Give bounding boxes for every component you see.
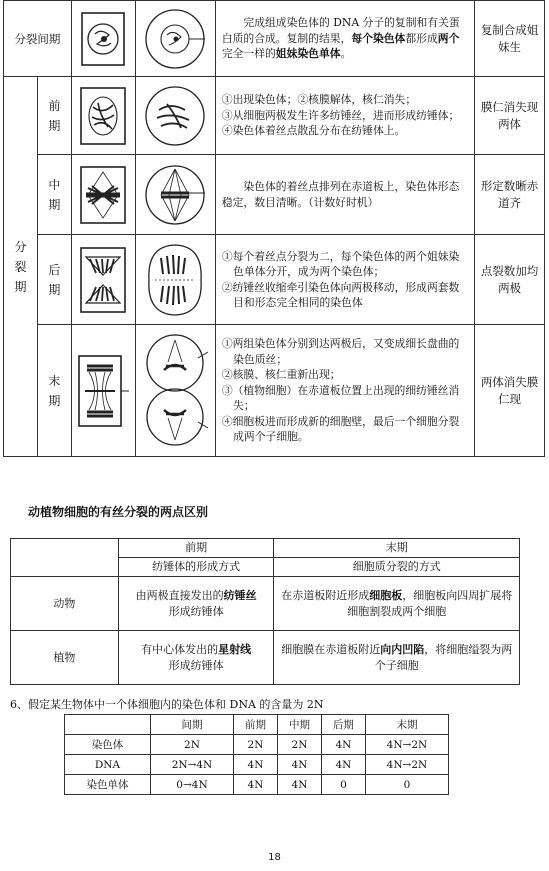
prophase-mnemonic: 膜仁消失现两体 [475,77,545,155]
t3-header: 间期 [150,715,233,735]
interphase-label: 分裂间期 [4,1,72,77]
t3-cell: DNA [65,755,151,775]
header-prophase: 前期 [118,539,274,558]
telophase-label: 末期 [37,325,71,457]
prophase-plant-cell-image [71,77,135,155]
page-number: 18 [268,852,281,863]
metaphase-animal-cell-image [135,155,215,235]
t3-cell: 2N [234,735,278,755]
t3-cell: 染色单体 [65,775,151,795]
t3-cell: 2N [150,735,233,755]
interphase-plant-cell-image [71,1,135,77]
t3-cell: 2N→4N [150,755,233,775]
t3-cell: 0→4N [150,775,233,795]
interphase-mnemonic: 复制合成姐妹生 [475,1,545,77]
anaphase-animal-cell-image [135,235,215,325]
division-phase-label: 分裂期 [4,77,38,457]
telophase-plant-cell-image [71,325,135,457]
anaphase-mnemonic: 点裂数加均两极 [475,235,545,325]
animal-plant-difference-table [10,538,520,685]
prophase-description: ①出现染色体；②核膜解体，核仁消失； ③从细胞两极发生许多纺锤丝，进而形成纺锤体； ④染色体着丝点散乱分布在纺锤体上。 [215,77,474,155]
metaphase-description: 染色体的着丝点排列在赤道板上，染色体形态稳定，数目清晰。（计数好时机） [215,155,474,235]
t3-cell: 4N [277,775,321,795]
animal-spindle-method: 由两极直接发出的纺锤丝 形成纺锤体 [118,577,274,631]
t3-cell: 4N [277,755,321,775]
interphase-description: 完成组成染色体的 DNA 分子的复制和有关蛋白质的合成。复制的结果，每个染色体都形成两个完全一样的姐妹染色单体。 [215,1,474,77]
animal-cytokinesis-method: 在赤道板附近形成细胞板，细胞板向四周扩展将细胞割裂成两个细胞 [274,577,520,631]
t3-cell: 4N [234,755,278,775]
t3-cell: 4N [234,775,278,795]
metaphase-label: 中期 [37,155,71,235]
header-telophase: 末期 [274,539,520,558]
t3-cell: 2N [277,735,321,755]
t3-header: 前期 [234,715,278,735]
prophase-animal-cell-image [135,77,215,155]
interphase-animal-cell-image [135,1,215,77]
plant-cytokinesis-method: 细胞膜在赤道板附近向内凹陷，将细胞缢裂为两个子细胞 [274,631,520,685]
t3-cell: 4N [321,755,365,775]
telophase-animal-cell-image [135,325,215,457]
t3-cell: 4N→2N [365,755,448,775]
t3-header: 后期 [321,715,365,735]
t3-cell: 染色体 [65,735,151,755]
plant-spindle-method: 有中心体发出的星射线 形成纺锤体 [118,631,274,685]
corner-cell [11,539,119,577]
table-row [65,775,449,795]
t3-header: 中期 [277,715,321,735]
anaphase-plant-cell-image [71,235,135,325]
table-row [65,755,449,775]
chromosome-dna-content-table [64,714,449,795]
animal-label: 动物 [11,577,119,631]
t3-cell: 0 [365,775,448,795]
anaphase-label: 后期 [37,235,71,325]
plant-label: 植物 [11,631,119,685]
section-title: 动植物细胞的有丝分裂的两点区别 [28,505,209,519]
subheader-spindle-formation: 纺锤体的形成方式 [118,558,274,577]
telophase-mnemonic: 两体消失膜仁现 [475,325,545,457]
t3-cell: 4N [321,735,365,755]
t3-cell: 0 [321,775,365,795]
metaphase-plant-cell-image [71,155,135,235]
anaphase-description: ①每个着丝点分裂为二，每个染色体的两个姐妹染色单体分开，成为两个染色体； ②纺锤丝收缩牵引染色体向两极移动，形成两套数目和形态完全相同的染色体 [215,235,474,325]
t3-cell: 4N→2N [365,735,448,755]
prophase-label: 前期 [37,77,71,155]
metaphase-mnemonic: 形定数晰赤道齐 [475,155,545,235]
question-6: 6、假定某生物体中一个体细胞内的染色体和 DNA 的含量为 2N [10,698,324,711]
mitosis-stage-table [3,0,545,457]
subheader-cytokinesis: 细胞质分裂的方式 [274,558,520,577]
telophase-description: ①两组染色体分别到达两极后，又变成细长盘曲的染色质丝； ②核膜、核仁重新出现； ③（植物细胞）在赤道板位置上出现的细纺锤丝消失； ④细胞板进而形成新的细胞壁，最后一个细胞分裂成两个子细胞。 [215,325,474,457]
t3-header [65,715,151,735]
table-row [65,735,449,755]
t3-header: 末期 [365,715,448,735]
